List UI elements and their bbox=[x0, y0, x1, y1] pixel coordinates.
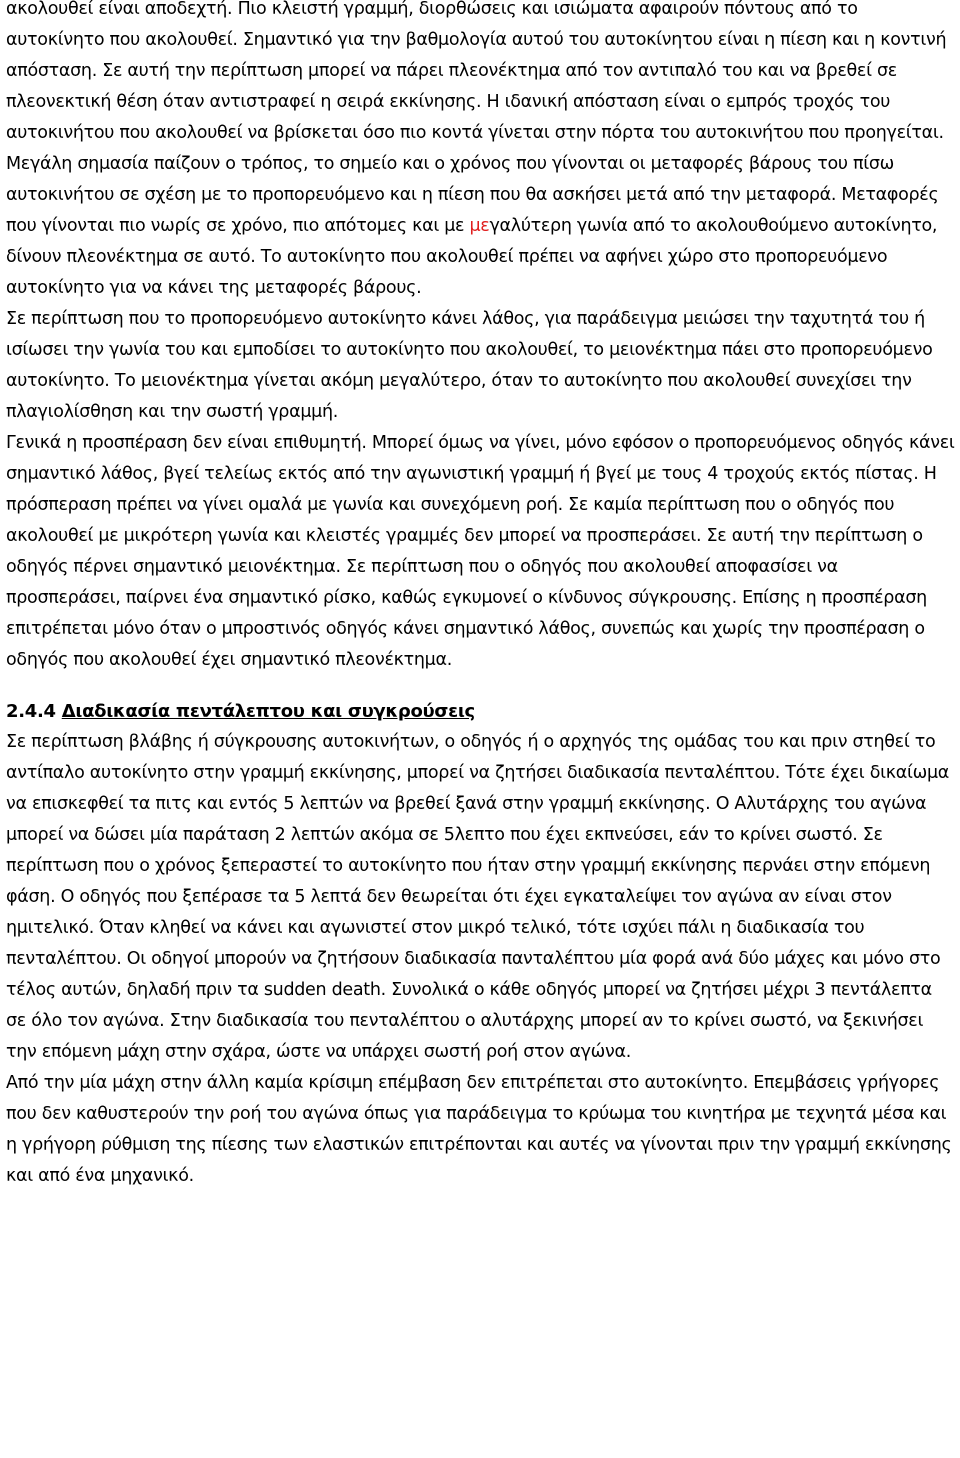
section-title: Διαδικασία πεντάλεπτου και συγκρούσεις bbox=[61, 701, 475, 722]
paragraph-following-distance: ακολουθεί είναι αποδεχτή. Πιο κλειστή γραμμή, διορθώσεις και ισιώματα αφαιρούν πόντους από το αυτοκίνητο που ακολουθεί. Σημαντικό για την βαθμολογία αυτού του αυτοκίνητου είναι η πίεση και η κοντινή απόσταση. Σε αυτή την περίπτωση μπορεί να πάρει πλεονέκτημα από τον αντιπαλό του και να βρεθεί σε πλεονεκτική θέση όταν αντιστραφεί η σειρά εκκίνησης. Η ιδανική απόσταση είναι ο εμπρός τροχός του αυτοκινήτου που ακολουθεί να βρίσκεται όσο πιο κοντά γίνεται στην πόρτα του αυτοκινήτου που προηγείται. bbox=[6, 0, 947, 143]
document-page bbox=[6, 0, 956, 1192]
highlighted-text: με bbox=[469, 216, 490, 236]
paragraph-weight-transfer bbox=[6, 149, 956, 304]
paragraph-overtaking: Γενικά η προσπέραση δεν είναι επιθυμητή. Μπορεί όμως να γίνει, μόνο εφόσον ο προπορευόμενος οδηγός κάνει σημαντικό λάθος, βγεί τελείως εκτός από την αγωνιστική γραμμή ή βγεί με τους 4 τροχούς εκτός πίστας. Η πρόσπεραση πρέπει να γίνει ομαλά με γωνία και συνεχόμενη ροή. Σε καμία περίπτωση που ο οδηγός που ακολουθεί με μικρότερη γωνία και κλειστές γραμμές δεν μπορεί να προσπεράσει. Σε αυτή την περίπτωση ο οδηγός πέρνει σημαντικό μειονέκτημα. Σε περίπτωση που ο οδηγός που ακολουθεί αποφασίσει να προσπεράσει, παίρνει ένα σημαντικό ρίσκο, καθώς εγκυμονεί ο κίνδυνος σύγκρουσης. Επίσης η προσπέραση επιτρέπεται μόνο όταν ο μπροστινός οδηγός κάνει σημαντικό λάθος, συνεπώς και χωρίς την προσπέραση ο οδηγός που ακολουθεί έχει σημαντικό πλεονέκτημα. bbox=[6, 433, 955, 670]
paragraph-leader-mistake: Σε περίπτωση που το προπορευόμενο αυτοκίνητο κάνει λάθος, για παράδειγμα μειώσει την ταχυτητά του ή ισίωσει την γωνία του και εμποδίσει το αυτοκίνητο που ακολουθεί, το μειονέκτημα πάει στο προπορευόμενο αυτοκίνητο. Το μειονέκτημα γίνεται ακόμη μεγαλύτερο, όταν το αυτοκίνητο που ακολουθεί συνεχίσει την πλαγιολίσθηση και την σωστή γραμμή. bbox=[6, 309, 933, 422]
paragraph-weight-transfer-part-2: γαλύτερη γωνία από το ακολουθούμενο αυτοκίνητο, δίνουν πλεονέκτημα σε αυτό. Το αυτοκίνητο που ακολουθεί πρέπει να αφήνει χώρο στο προπορευόμενο αυτοκίνητο για να κάνει της μεταφορές βάρους. bbox=[6, 216, 938, 298]
section-spacer bbox=[6, 676, 956, 696]
paragraph-interventions: Από την μία μάχη στην άλλη καμία κρίσιμη επέμβαση δεν επιτρέπεται στο αυτοκίνητο. Επεμβάσεις γρήγορες που δεν καθυστερούν την ροή του αγώνα όπως για παράδειγμα το κρύωμα του κινητήρα με τεχνητά μέσα και η γρήγορη ρύθμιση της πίεσης των ελαστικών επιτρέπονται και αυτές να γίνονται πριν την γραμμή εκκίνησης και από ένα μηχανικό. bbox=[6, 1073, 952, 1186]
paragraph-five-minute-procedure: Σε περίπτωση βλάβης ή σύγκρουσης αυτοκινήτων, ο οδηγός ή ο αρχηγός της ομάδας του και πριν στηθεί το αντίπαλο αυτοκίνητο στην γραμμή εκκίνησης, μπορεί να ζητήσει διαδικασία πενταλέπτου. Τότε έχει δικαίωμα να επισκεφθεί τα πιτς και εντός 5 λεπτών να βρεθεί ξανά στην γραμμή εκκίνησης. Ο Αλυτάρχης του αγώνα μπορεί να δώσει μία παράταση 2 λεπτών ακόμα σε 5λεπτο που έχει εκπνεύσει, εάν το κρίνει σωστό. Σε περίπτωση που ο χρόνος ξεπεραστεί το αυτοκίνητο που ήταν στην γραμμή εκκίνησης περνάει στην επόμενη φάση. Ο οδηγός που ξεπέρασε τα 5 λεπτά δεν θεωρείται ότι έχει εγκαταλείψει τον αγώνα αν είναι στον ημιτελικό. Όταν κληθεί να κάνει και αγωνιστεί στον μικρό τελικό, τότε ισχύει πάλι η διαδικασία του πενταλέπτου. Οι οδηγοί μπορούν να ζητήσουν διαδικασία πανταλέπτου μία φορά ανά δύο μάχες και μόνο στο τέλος αυτών, δηλαδή πριν τα sudden death. Συνολικά ο κάθε οδηγός μπορεί να ζητήσει μέχρι 3 πεντάλεπτα σε όλο τον αγώνα. Στην διαδικασία του πενταλέπτου ο αλυτάρχης μπορεί αν το κρίνει σωστό, να ξεκινήσει την επόμενη μάχη στην σχάρα, ώστε να υπάρχει σωστή ροή στον αγώνα. bbox=[6, 732, 950, 1062]
section-number: 2.4.4 bbox=[6, 701, 56, 722]
section-heading bbox=[6, 696, 956, 727]
paragraph-weight-transfer-part-1: Μεγάλη σημασία παίζουν ο τρόπος, το σημείο και ο χρόνος που γίνονται οι μεταφορές βάρους του πίσω αυτοκινήτου σε σχέση με το προπορευόμενο και η πίεση που θα ασκήσει μετά από την μεταφορά. Μεταφορές που γίνονται πιο νωρίς σε χρόνο, πιο απότομες και με bbox=[6, 154, 939, 236]
